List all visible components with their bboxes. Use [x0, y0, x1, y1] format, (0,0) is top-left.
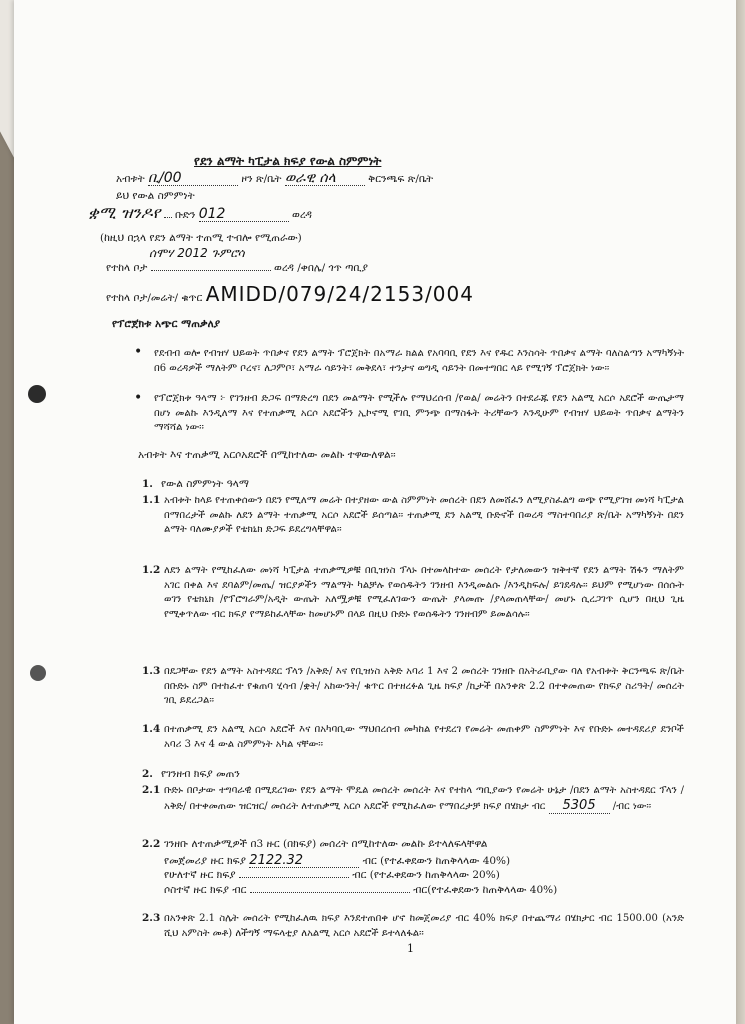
- clause-number: 1.2: [142, 564, 161, 576]
- plot-code-row: [106, 282, 474, 306]
- planting-site-tail: ወረዳ /ቀበሌ/ ጎጥ ጣቢያ: [274, 262, 368, 274]
- plot-code-label: የተከላ ቦታ/መሬት/ ቁጥር: [106, 292, 203, 304]
- installments-lead: ገንዘቡ ለተጠቃሚዎች በ3 ዙር (በክፍያ) መሰረት በሚከተለው መልኩ ይተላለፍላቸዋል: [164, 838, 488, 850]
- group-label: ቡድን: [174, 209, 196, 221]
- page-title: የደን ልማት ካፒታል ክፍያ የውል ስምምነት: [194, 154, 382, 168]
- beneficiary-note: (ከዚህ በኋላ የደን ልማት ተጠሚ ተብሎ የሚጠራው): [100, 232, 302, 244]
- installment-blank: [250, 892, 410, 893]
- installment-tail: ብር(የተፈቀደውን ከጠቅላላው 40%): [413, 884, 558, 896]
- section-number: 2.: [142, 768, 153, 780]
- bullet-paragraph: የደብብ ወሎ የብዝሃ ህይወት ጥበቃና የደን ልማት ፕሮጀክት በአማራ ክልል የአባባቢ የደን እና የዱር እንስሳት ጥበቃና ልማት ባለስልጣን አማካኝነት በ6 ወረዳዎች ማለትም ቦረና፣ ለጋምቦ፣ አማራ ሳይንት፣ መቅደላ፣ ተንታና ወግዲ ሳይንት በመተግበር ላይ የሚገኝ ፕሮጀክት ነው፡፡: [154, 348, 684, 374]
- plot-code-value: AMIDD/079/24/2153/004: [205, 282, 474, 306]
- party-name: ቋሚ ዝንዶየ: [88, 203, 161, 222]
- contract-number-row: [116, 172, 433, 186]
- installment-row: [164, 854, 510, 868]
- contract-page: [14, 0, 736, 1024]
- section-number: 1.: [142, 478, 153, 490]
- punch-hole-icon: [28, 385, 46, 403]
- bullet-paragraph: የፕሮጀክቱ ዓላማ ፦ የገንዘብ ድጋፍ በማድረግ በደን መልማት የሚችሉ የማህረሰብ /የወል/ መሬትን በተደራጁ የደን አልሚ አርሶ አደሮች ውጤታማ በሆነ መልኩ እንዲለማ እና የተጠቃሚ አርሶ አደሮችን ኢኮኖሚ የገቢ ምንጭ በማስፋት ትሪቸውን እንዲሁም የብዝሃ ህይወት ጥበቃና ልማትን ማሻሻል ነው፡፡: [154, 393, 684, 434]
- woreda-label: ወረዳ: [292, 209, 312, 221]
- clause-number: 2.1: [142, 784, 161, 796]
- clause-text: በደጋቸው የደን ልማት አስተዳደር ፕላን /አቅድ/ እና የቢዝነስ አቅድ አባሪ 1 እና 2 መሰረት ገንዘቡ በአትራቢያው ባለ የአብቱት ቅርንጫፍ ጽ/ቤት በቡድኑ ስም በተከፈተ የቁጠባ ሂሳብ /ቋት/ አከውንት/ ቁጥር በተዘረፉል ጊዜ ክፍያ /ኪታች በአንቀጽ 2.2 በተቀመጠው የክፍያ ስሪዓት/ መሰረት ገቢ ይደረጋል፡፡: [164, 666, 684, 707]
- agreement-label: ይህ የውል ስምምነት: [116, 190, 195, 202]
- party-row: [88, 203, 312, 222]
- clause-text-part: /ብር ነው፡፡: [612, 800, 652, 812]
- installment-row: [164, 884, 557, 897]
- installment-tail: ብር (የተፈቀደውን ከጠቅላላው 20%): [352, 869, 500, 881]
- contract-number-label: አብቱት: [116, 173, 145, 185]
- installment-label: ሶስተኛ ዙር ክፍያ ብር: [164, 884, 247, 896]
- zone-office-value: ወራዊ ሰላ: [285, 172, 365, 186]
- planting-site-row: [106, 262, 368, 275]
- clause-number: 1.4: [142, 723, 161, 735]
- clause-number: 2.2: [142, 838, 161, 850]
- clause-number: 1.1: [142, 494, 161, 506]
- installment-label: የመጀመሪያ ዙር ክፍያ: [164, 855, 246, 867]
- clause-number: 2.3: [142, 912, 161, 924]
- planting-site-label: የተከላ ቦታ: [106, 262, 148, 274]
- section-heading: የውል ስምምነት ዓላማ: [161, 478, 249, 490]
- intro-sentence: አብቱት እና ተጠቃሚ አርሶአደሮች በሚከተለው መልኩ ተዋውለዋል፡፡: [138, 449, 396, 461]
- clause-text: ለደን ልማት የሚከፈለው መነሻ ካፒታል ተጠቃሚዎቹ በቢዝነስ ፕላኑ በተመላከተው መሰረት የታለመውን ዝቅተኛ የደን ልማት ሽፋን ማለትም አገር በቀል እና ደባልም/መጤ/ ዝርያዎችን ማልማት ካልቻሉ የወሰዱትን ገንዘብ እንዲመልሱ /እንዲከፍሉ/ ይገደዳሉ፡፡ ይህም የሚሆነው በሰሱት ወገን የቴክኒክ /የፕሮግራም/አዲት ውጤት አለሟዎቹ የሚፈለገውን ውጤት ያላመጡ /ያላመጠላቸው/ መሆኑ ሲረጋገጥ ሲሆን በዚህ ጊዜ የሚቀጥለው ብር ክፍያ የማይከፈላቸው ከመሆኑም በላይ በዚህ ቡድኑ የወሰዱትን ገንዘብም ይመልሳሉ፡፡: [164, 565, 684, 620]
- zone-office-label: ዞን ጽ/ቤት: [241, 173, 282, 185]
- bullet-icon: •: [134, 344, 143, 360]
- project-summary-heading: የፕሮጀክቱ አጭር ማጠቃለያ: [112, 318, 221, 330]
- contract-number-value: ቢ/00: [148, 172, 238, 186]
- clause-number: 1.3: [142, 665, 161, 677]
- branch-office-label: ቅርንጫፍ ጽ/ቤት: [368, 173, 434, 185]
- installment-blank: [239, 877, 349, 878]
- clause-text: [164, 784, 684, 814]
- installment-row: [164, 869, 500, 882]
- clause-text: አብቱት ከላይ የተጠቀሰውን በደን የሚለማ መሬት በተያዘው ውል ስምምነት መሰረት በደን ለመሸፈን ለሚያስፈልግ ወጭ የሚያገዝ መነሻ ካፒታል በማበረታች መልኩ ለደን ልማት ተጠቃሚ አርሶ አደሮች ይሰጣል፡፡ ተጠቃሚ ደን አልሚ ቡድኖች በወረዳ ማስተባበሪያ ጽ/ቤት አማካኝነት በደን ልማት ባለሙያዎች የቴክኒክ ድጋፍ ይደረግላቸዋል፡፡: [164, 495, 684, 536]
- installment-tail: ብር (የተፈቀደውን ከጠቅላላው 40%): [362, 855, 511, 867]
- site-handwriting: ሰሞሃ 2012 ጉምሮሳ: [149, 246, 245, 260]
- clause-text: በተጠቃሚ ደን አልሚ አርሶ አደሮች እና በአካባቢው ማህበረሰብ መካከል የተደረገ የመሬት መጠቀም ስምምነት እና የቡድኑ መተዳደሪያ ደንቦች አባሪ 3 እና 4 ውል ስምምነት አካል ናቸው፡፡: [164, 724, 684, 750]
- clause-text: በአንቀጽ 2.1 ስሌት መሰረት የሚከፈለዉ ክፍያ እንደተጠበቀ ሆኖ ከመጀመሪያ ብር 40% ክፍያ በተጨማሪ በሄክታር ብር 1500.00 (አንድ ሺህ አምስት መቶ) ለችግኝ ማፍላቲያ ለአልሚ አርሶ አደሮች ይተላለፋል፡፡: [164, 913, 684, 939]
- installment-label: የሁለተኛ ዙር ክፍያ: [164, 869, 236, 881]
- installment-amount: 2122.32: [249, 854, 359, 868]
- punch-hole-icon: [30, 665, 46, 681]
- clause-text-part: ቡድኑ በቦታው ተግባራዊ በሚደረገው የደን ልማት ሞዴል መሰረት መሰረት እና የተከላ ጣቢያውን የመሬት ሁኔታ /በደን ልማት አስተዳደር ፕላን /አቅድ/ በተቀመጠው ዝርዝር/ መሰረት ለተጠቃሚ አርሶ አደሮች የሚከፈለው የማበረታቻ ክፍያ በሄክታ ብር: [164, 785, 684, 812]
- group-value: 012: [199, 208, 289, 222]
- bullet-icon: •: [134, 390, 143, 406]
- page-number: 1: [407, 942, 414, 955]
- rate-handwriting: 5305: [549, 799, 610, 815]
- section-heading: የገንዘብ ክፍያ መጠን: [161, 768, 240, 780]
